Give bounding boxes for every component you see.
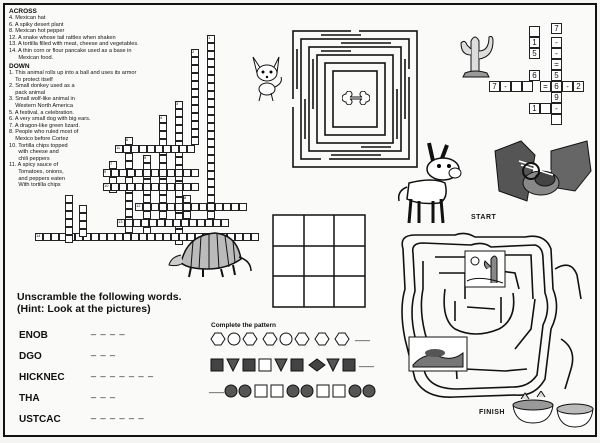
crossword-cell[interactable]	[133, 219, 141, 227]
armadillo-icon	[167, 225, 253, 281]
down-clue: 3. Small wolf-like animal in	[9, 96, 75, 103]
answer-blanks[interactable]: _ _ _ _	[91, 325, 126, 335]
crossword-cell[interactable]	[159, 155, 167, 163]
across-clue: Mexican food.	[9, 54, 54, 61]
crossword-cell-number: 3	[176, 101, 179, 106]
answer-blanks[interactable]: _ _ _ _ _ _	[91, 409, 145, 419]
crossword-cell[interactable]	[207, 147, 215, 155]
bowl-icon	[511, 391, 595, 431]
across-clue: 13. A tortilla filled with meat, cheese and vegetables.	[9, 41, 139, 48]
crossword-cell[interactable]	[125, 161, 133, 169]
crossword-cell-number: 9	[104, 169, 107, 174]
crossword-cell[interactable]	[125, 193, 133, 201]
across-clue: 4. Mexican hat	[9, 15, 46, 21]
crossword-cell-number: 11	[116, 145, 121, 150]
crossword-cell[interactable]	[207, 139, 215, 147]
down-clue: 7. A dragon-like green lizard.	[9, 122, 80, 129]
crossword-cell[interactable]	[65, 227, 73, 235]
scramble-row	[19, 346, 199, 364]
crossword-cell[interactable]	[65, 203, 73, 211]
crossword-cell[interactable]	[191, 81, 199, 89]
crossword-cell[interactable]	[207, 203, 215, 211]
down-clue: 11. A spicy sauce of	[9, 162, 59, 169]
crossword-cell-number: 8	[184, 195, 187, 200]
down-clue: 2. Small donkey used as a	[9, 83, 75, 90]
crossword-cell[interactable]	[159, 123, 167, 131]
crossword-cell[interactable]	[183, 169, 191, 177]
crossword-cell[interactable]	[125, 209, 133, 217]
down-clue: To protect itself	[9, 76, 53, 83]
crossword-cell-number: 13	[118, 219, 123, 224]
crossword-cell[interactable]	[79, 205, 87, 213]
crossword-cell[interactable]	[79, 221, 87, 229]
crossword-cell[interactable]	[191, 129, 199, 137]
number-puzzle-cell[interactable]	[511, 81, 522, 92]
number-puzzle[interactable]	[489, 23, 597, 133]
crossword-cell[interactable]	[79, 229, 87, 237]
crossword-cell[interactable]	[65, 219, 73, 227]
crossword-cell[interactable]	[125, 219, 133, 227]
maze-start-label: START	[471, 214, 497, 221]
scramble-title: Unscramble the following words.	[17, 291, 182, 303]
number-puzzle-cell[interactable]: =	[540, 81, 551, 92]
maze-finish-label: FINISH	[479, 409, 505, 416]
crossword-cell[interactable]	[207, 59, 215, 67]
number-puzzle-cell[interactable]	[540, 103, 551, 114]
number-puzzle-cell[interactable]: 1	[529, 37, 540, 48]
number-puzzle-cell[interactable]: 1	[529, 103, 540, 114]
crossword-cell[interactable]	[139, 145, 147, 153]
down-clue: Tomatoes, onions,	[9, 168, 64, 175]
crossword-cell[interactable]	[127, 183, 135, 191]
crossword-cell[interactable]	[151, 203, 159, 211]
crossword-cell[interactable]	[223, 203, 231, 211]
crossword-cell[interactable]	[191, 121, 199, 129]
number-puzzle-cell[interactable]: 7	[489, 81, 500, 92]
crossword-cell[interactable]	[127, 169, 135, 177]
across-clue: 6. A spiky desert plant	[9, 21, 64, 28]
crossword-cell[interactable]	[163, 145, 171, 153]
crossword-cell[interactable]	[175, 117, 183, 125]
number-puzzle-cell[interactable]	[522, 81, 533, 92]
crossword-cell[interactable]	[191, 57, 199, 65]
crossword-cell[interactable]	[99, 233, 107, 241]
crossword-cell[interactable]	[191, 65, 199, 73]
crossword-cell[interactable]	[125, 153, 133, 161]
number-puzzle-cell[interactable]: -	[500, 81, 511, 92]
scrambled-word: ENOB	[19, 330, 48, 341]
number-puzzle-cell[interactable]: -	[562, 81, 573, 92]
crossword-cell-number: 14	[36, 233, 41, 238]
crossword-cell[interactable]	[175, 183, 183, 191]
crossword-cell[interactable]	[207, 91, 215, 99]
scramble-row	[19, 409, 199, 427]
number-puzzle-cell[interactable]: 6	[551, 81, 562, 92]
crossword-cell[interactable]	[65, 195, 73, 203]
crossword-cell[interactable]	[207, 43, 215, 51]
number-puzzle-cell[interactable]: -	[551, 103, 562, 114]
crossword-cell[interactable]	[149, 219, 157, 227]
across-clue: 12. A snake whose tail rattles when shaken	[9, 34, 116, 41]
number-puzzle-cell[interactable]: 5	[551, 70, 562, 81]
crossword-cell[interactable]	[131, 233, 139, 241]
scramble-row	[19, 388, 199, 406]
crossword-cell[interactable]	[159, 169, 167, 177]
crossword-cell[interactable]	[207, 123, 215, 131]
crossword-grid[interactable]	[5, 5, 265, 255]
pattern-title: Complete the pattern	[211, 322, 277, 329]
crossword-cell[interactable]	[79, 213, 87, 221]
number-puzzle-cell[interactable]: 6	[529, 70, 540, 81]
across-clue: 14. A thin corn or flour pancake used as a base in	[9, 47, 132, 54]
crossword-cell[interactable]	[135, 169, 143, 177]
crossword-cell[interactable]	[187, 145, 195, 153]
crossword-cell[interactable]	[147, 145, 155, 153]
crossword-cell-number: 7	[110, 161, 113, 166]
number-puzzle-cell[interactable]: 5	[529, 48, 540, 59]
crossword-cell[interactable]	[167, 183, 175, 191]
crossword-cell[interactable]	[231, 203, 239, 211]
crossword-cell[interactable]	[207, 171, 215, 179]
chihuahua-icon	[247, 53, 287, 103]
crossword-cell[interactable]	[239, 203, 247, 211]
crossword-cell[interactable]	[139, 233, 147, 241]
crossword-cell[interactable]	[119, 169, 127, 177]
number-puzzle-cell[interactable]: 7	[551, 23, 562, 34]
crossword-cell[interactable]	[175, 125, 183, 133]
crossword-cell[interactable]	[183, 203, 191, 211]
crossword-cell[interactable]	[143, 203, 151, 211]
answer-blanks[interactable]: _ _ _	[91, 388, 117, 398]
crossword-cell[interactable]	[155, 145, 163, 153]
down-clue: Mexico before Cortez	[9, 135, 69, 142]
down-clue: Western North America	[9, 102, 73, 109]
down-clue: 8. People who ruled most of	[9, 129, 79, 136]
crossword-cell[interactable]	[143, 211, 151, 219]
pattern-blank-1[interactable]: ___	[355, 331, 371, 341]
crossword-cell[interactable]	[207, 211, 215, 219]
crossword-cell[interactable]	[135, 183, 143, 191]
pattern-blank-2[interactable]: ___	[359, 357, 375, 367]
crossword-cell[interactable]	[167, 169, 175, 177]
scrambled-word: THA	[19, 393, 40, 404]
scramble-list	[19, 325, 199, 435]
number-puzzle-cell[interactable]: =	[551, 59, 562, 70]
across-heading: ACROSS	[9, 8, 37, 15]
scramble-hint: (Hint: Look at the pictures)	[17, 303, 151, 315]
crossword-cell[interactable]	[147, 233, 155, 241]
crossword-cell[interactable]	[207, 131, 215, 139]
guitar-hat-icon	[491, 131, 595, 211]
crossword-cell-number: 12	[136, 203, 141, 208]
desert-maze[interactable]	[395, 229, 591, 405]
number-puzzle-cell[interactable]: -	[551, 48, 562, 59]
crossword-cell[interactable]	[207, 195, 215, 203]
crossword-cell[interactable]	[207, 99, 215, 107]
down-clue: 10. Tortilla chips topped	[9, 142, 68, 149]
crossword-cell[interactable]	[207, 67, 215, 75]
crossword-cell-number: 6	[126, 137, 129, 142]
crossword-cell-number: 2	[192, 49, 195, 54]
crossword-cell[interactable]	[157, 219, 165, 227]
scramble-row	[19, 367, 199, 385]
crossword-cell[interactable]	[191, 183, 199, 191]
crossword-cell[interactable]	[43, 233, 51, 241]
crossword-cell[interactable]	[125, 201, 133, 209]
crossword-cell-number: 10	[104, 183, 109, 188]
crossword-cell[interactable]	[111, 169, 119, 177]
pattern-shapes	[209, 331, 393, 417]
crossword-cell-number: 4	[160, 115, 163, 120]
crossword-cell[interactable]	[175, 133, 183, 141]
crossword-cell[interactable]	[143, 183, 151, 191]
crossword-cell[interactable]	[51, 233, 59, 241]
crossword-cell[interactable]	[91, 233, 99, 241]
across-clue: 8. Mexican hot pepper	[9, 28, 65, 35]
crossword-cell[interactable]	[191, 89, 199, 97]
crossword-cell[interactable]	[131, 145, 139, 153]
crossword-cell[interactable]	[207, 155, 215, 163]
crossword-cell[interactable]	[207, 83, 215, 91]
crossword-cell[interactable]	[119, 183, 127, 191]
crossword-cell[interactable]	[207, 115, 215, 123]
crossword-cell[interactable]	[151, 183, 159, 191]
crossword-cell[interactable]	[191, 97, 199, 105]
down-heading: DOWN	[9, 63, 30, 70]
scrambled-word: DGO	[19, 351, 42, 362]
scrambled-word: HICKNEC	[19, 372, 65, 383]
crossword-cell[interactable]	[123, 233, 131, 241]
crossword-cell[interactable]	[175, 109, 183, 117]
number-puzzle-cell[interactable]: 2	[573, 81, 584, 92]
donkey-icon	[389, 139, 475, 229]
answer-blanks[interactable]: _ _ _ _ _ _ _	[91, 367, 155, 377]
down-clue: chili peppers	[9, 155, 50, 162]
crossword-cell-number: 5	[144, 155, 147, 160]
crossword-cell[interactable]	[183, 183, 191, 191]
crossword-cell[interactable]	[159, 183, 167, 191]
crossword-cell[interactable]	[191, 137, 199, 145]
crossword-cell[interactable]	[143, 195, 151, 203]
crossword-cell[interactable]	[151, 169, 159, 177]
down-clue: With tortilla chips	[9, 182, 61, 189]
crossword-cell[interactable]	[167, 203, 175, 211]
pattern-blank-3[interactable]: ___	[209, 383, 225, 393]
crossword-cell[interactable]	[107, 233, 115, 241]
crossword-cell[interactable]	[141, 219, 149, 227]
crossword-cell[interactable]	[199, 203, 207, 211]
crossword-cell[interactable]	[175, 157, 183, 165]
number-puzzle-cell[interactable]	[529, 26, 540, 37]
crossword-cell[interactable]	[191, 169, 199, 177]
crossword-cell[interactable]	[183, 211, 191, 219]
answer-blanks[interactable]: _ _ _	[91, 346, 117, 356]
activity-placemat	[3, 3, 597, 437]
crossword-cell[interactable]	[207, 75, 215, 83]
crossword-cell[interactable]	[115, 233, 123, 241]
crossword-cell[interactable]	[171, 145, 179, 153]
crossword-cell[interactable]	[207, 187, 215, 195]
crossword-cell[interactable]	[155, 233, 163, 241]
number-puzzle-cell[interactable]: 9	[551, 92, 562, 103]
crossword-cell[interactable]	[159, 203, 167, 211]
crossword-cell[interactable]	[175, 169, 183, 177]
down-clue: 6. A very small dog with big ears.	[9, 116, 91, 123]
crossword-cell[interactable]	[207, 179, 215, 187]
down-clue: with cheese and	[9, 149, 59, 156]
down-clue: 1. This animal rolls up into a ball and uses its armor	[9, 70, 137, 76]
crossword-cell[interactable]	[123, 145, 131, 153]
crossword-cell[interactable]	[111, 183, 119, 191]
scramble-row	[19, 325, 199, 343]
crossword-cell[interactable]	[179, 145, 187, 153]
crossword-cell[interactable]	[143, 169, 151, 177]
crossword-cell[interactable]	[207, 163, 215, 171]
down-clue: and peppers eaten	[9, 175, 65, 182]
crossword-cell[interactable]	[207, 107, 215, 115]
crossword-cell[interactable]	[175, 203, 183, 211]
crossword-cell[interactable]	[65, 211, 73, 219]
crossword-cell[interactable]	[191, 203, 199, 211]
crossword-cell[interactable]	[191, 73, 199, 81]
crossword-cell[interactable]	[159, 195, 167, 203]
number-puzzle-cell[interactable]	[551, 114, 562, 125]
crossword-cell[interactable]	[159, 131, 167, 139]
crossword-cell[interactable]	[207, 51, 215, 59]
tic-tac-toe-grid[interactable]	[271, 213, 367, 309]
crossword-cell-number: 1	[208, 35, 211, 40]
scrambled-word: USTCAC	[19, 414, 61, 425]
crossword-cell[interactable]	[159, 211, 167, 219]
down-clue: pack animal	[9, 89, 46, 96]
crossword-cell[interactable]	[191, 113, 199, 121]
bone-icon	[342, 91, 370, 105]
crossword-cell[interactable]	[65, 235, 73, 243]
crossword-cell[interactable]	[191, 105, 199, 113]
number-puzzle-cell[interactable]: -	[551, 37, 562, 48]
down-clue: 5. A festival, a celebration.	[9, 109, 74, 116]
crossword-cell[interactable]	[215, 203, 223, 211]
